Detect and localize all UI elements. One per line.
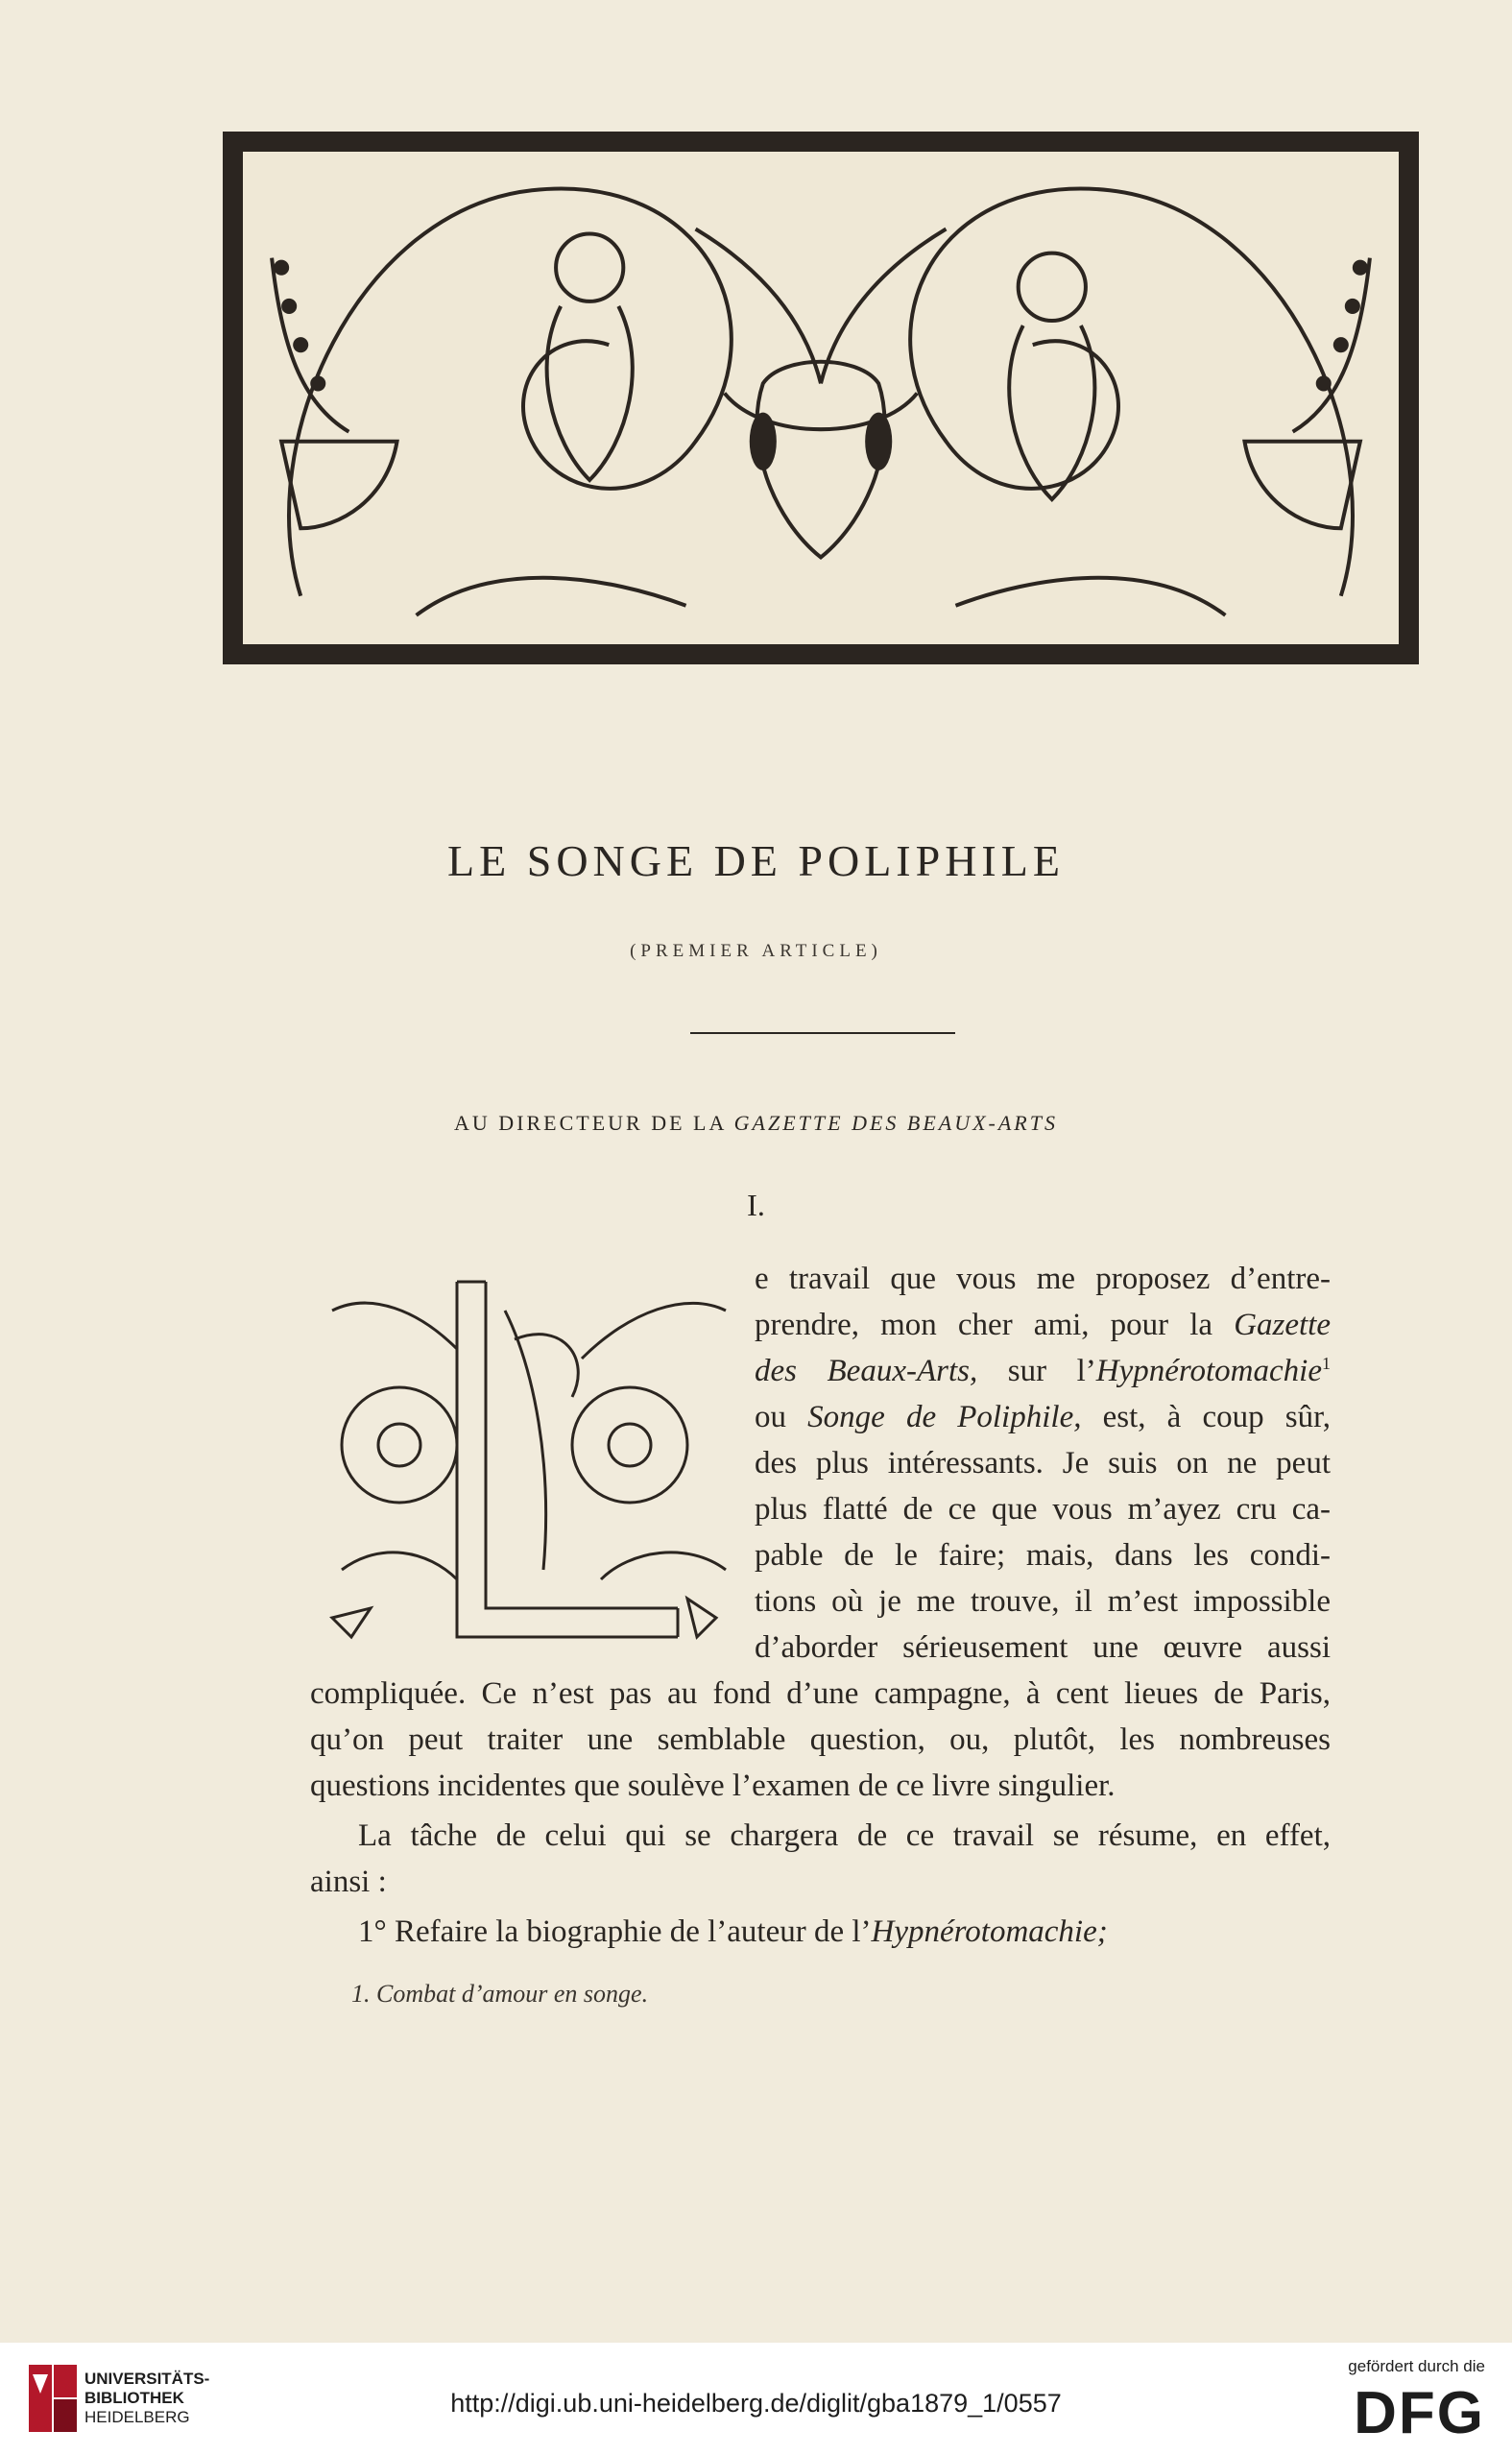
source-url-link[interactable]: http://digi.ub.uni-heidelberg.de/diglit/gba1879_1/0557 xyxy=(450,2389,1062,2418)
body-line: qu’on peut traiter une semblable question, ou, plutôt, les nombreuses xyxy=(310,1722,1331,1757)
dedication-line xyxy=(0,1111,1512,1136)
drop-cap-letter xyxy=(313,1240,745,1666)
body-line: d’aborder sérieusement une œuvre aussi xyxy=(755,1630,1331,1665)
sponsor-label: gefördert durch die xyxy=(1348,2357,1485,2375)
ornament-illustration xyxy=(243,152,1399,644)
article-title: LE SONGE DE POLIPHILE xyxy=(447,836,1065,885)
dedication-journal: GAZETTE DES BEAUX-ARTS xyxy=(733,1111,1058,1135)
body-line: des Beaux-Arts, sur l’Hypnérotomachie$^1$ xyxy=(755,1354,1331,1388)
body-line: des plus intéressants. Je suis on ne peut xyxy=(755,1446,1331,1480)
body-line: pable de le faire; mais, dans les condi- xyxy=(755,1538,1331,1573)
body-line: compliquée. Ce n’est pas au fond d’une campagne, à cent lieues de Paris, xyxy=(310,1676,1331,1711)
dedication-prefix: AU DIRECTEUR DE LA xyxy=(454,1111,727,1135)
body-line: 1° Refaire la biographie de l’auteur de l’Hypnérotomachie; xyxy=(358,1914,1108,1949)
footnote: 1. Combat d’amour en songe. xyxy=(351,1980,649,2008)
footnote-marker: 1 xyxy=(1321,1354,1331,1373)
section-number: I. xyxy=(747,1188,765,1222)
article-subtitle: (PREMIER ARTICLE) xyxy=(630,941,882,961)
body-line: La tâche de celui qui se chargera de ce travail se résume, en effet, xyxy=(358,1818,1331,1853)
body-line: ainsi : xyxy=(310,1865,387,1899)
body-line: ou Songe de Poliphile, est, à coup sûr, xyxy=(755,1400,1332,1434)
university-name: UNIVERSITÄTS- BIBLIOTHEK HEIDELBERG xyxy=(84,2370,210,2426)
body-line: plus flatté de ce que vous m’ayez cru ca- xyxy=(755,1492,1331,1527)
body-line: e travail que vous me proposez d’entre- xyxy=(755,1262,1331,1296)
dfg-logo: DFG xyxy=(1354,2380,1485,2446)
body-line: prendre, mon cher ami, pour la Gazette xyxy=(755,1308,1331,1342)
drop-cap-text: L xyxy=(313,1240,323,1257)
drop-cap-ornament xyxy=(313,1240,745,1666)
body-line: tions où je me trouve, il m’est impossible xyxy=(755,1584,1331,1619)
body-line: questions incidentes que soulève l’examen de ce livre singulier. xyxy=(310,1769,1116,1803)
ornamental-banner xyxy=(223,132,1419,664)
title-divider xyxy=(690,1032,955,1034)
